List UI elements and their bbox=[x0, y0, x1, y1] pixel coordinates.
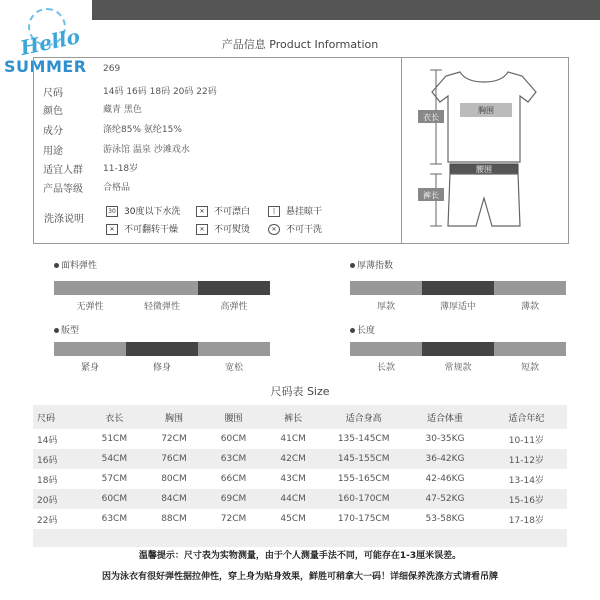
length-bar bbox=[350, 342, 566, 356]
logo-hello: Hello bbox=[18, 24, 82, 60]
table-row: 22码 63CM 88CM 72CM 45CM 170-175CM 53-58KG 17-18岁 bbox=[37, 514, 544, 526]
care-no-dry-clean: ✕ 不可干洗 bbox=[268, 222, 322, 235]
care-no-tumble: ✕ 不可翻转干燥 bbox=[106, 222, 178, 235]
size-table-title: 尺码表 Size bbox=[270, 385, 330, 398]
thickness-title: 厚薄指数 bbox=[350, 258, 393, 271]
length-index-title: 长度 bbox=[350, 323, 375, 336]
fit-title: 版型 bbox=[54, 323, 79, 336]
note-line-1: 温馨提示：尺寸表为实物测量，由于个人测量手法不同，可能存在1-3厘米误差。 bbox=[138, 551, 462, 561]
no-dry-clean-icon: ✕ bbox=[268, 224, 280, 235]
care-label: 洗涤说明 bbox=[44, 214, 84, 225]
table-row: 18码 57CM 80CM 66CM 43CM 155-165CM 42-46KG 13-14岁 bbox=[37, 474, 544, 486]
fit-bar bbox=[54, 342, 270, 356]
care-wash: 30 30度以下水洗 bbox=[106, 204, 180, 217]
care-hang-dry: | 悬挂晾干 bbox=[268, 204, 322, 217]
length-label: 衣长 bbox=[423, 113, 439, 122]
table-row: 20码 60CM 84CM 69CM 44CM 160-170CM 47-52KG 15-16岁 bbox=[33, 489, 567, 509]
no-tumble-dry-icon: ✕ bbox=[106, 224, 118, 235]
care-no-bleach: ✕ 不可漂白 bbox=[196, 204, 250, 217]
waist-label: 腰围 bbox=[476, 165, 492, 174]
garment-diagram bbox=[402, 58, 566, 242]
no-iron-icon: ✕ bbox=[196, 224, 208, 235]
fit-labels: 紧身 修身 宽松 bbox=[80, 363, 243, 373]
hang-dry-icon: | bbox=[268, 206, 280, 217]
note-line-2: 因为泳衣有很好弹性据拉伸性，穿上身为贴身效果，鲜胜可稍拿大一码！详细保养洗涤方式请看吊牌 bbox=[101, 572, 498, 582]
logo-summer: SUMMER bbox=[4, 57, 87, 76]
wash-30-icon: 30 bbox=[106, 206, 118, 217]
elasticity-bar bbox=[54, 281, 270, 295]
table-row: 14码 51CM 72CM 60CM 41CM 135-145CM 30-35KG 10-11岁 bbox=[37, 434, 544, 446]
chest-label: 胸围 bbox=[478, 106, 494, 115]
elasticity-title: 面料弹性 bbox=[54, 258, 97, 271]
care-no-iron: ✕ 不可熨烫 bbox=[196, 222, 250, 235]
pants-length-label: 裤长 bbox=[423, 191, 439, 200]
bullet-icon bbox=[54, 328, 59, 333]
size-table-header: 尺码 衣长 胸围 腰围 裤长 适合身高 适合体重 适合年纪 bbox=[33, 405, 567, 429]
no-bleach-icon: ✕ bbox=[196, 206, 208, 217]
bullet-icon bbox=[54, 263, 59, 268]
size-table bbox=[33, 405, 567, 547]
length-labels: 长款 常规款 短款 bbox=[376, 363, 539, 373]
table-row-empty bbox=[33, 529, 567, 547]
thickness-labels: 厚款 薄厚适中 薄款 bbox=[376, 302, 539, 312]
bullet-icon bbox=[350, 263, 355, 268]
product-info-title: 产品信息 Product Information bbox=[221, 38, 379, 51]
elasticity-labels: 无弹性 轻微弹性 高弹性 bbox=[76, 302, 248, 312]
thickness-bar bbox=[350, 281, 566, 295]
table-row: 16码 54CM 76CM 63CM 42CM 145-155CM 36-42KG 11-12岁 bbox=[33, 449, 567, 469]
bullet-icon bbox=[350, 328, 355, 333]
